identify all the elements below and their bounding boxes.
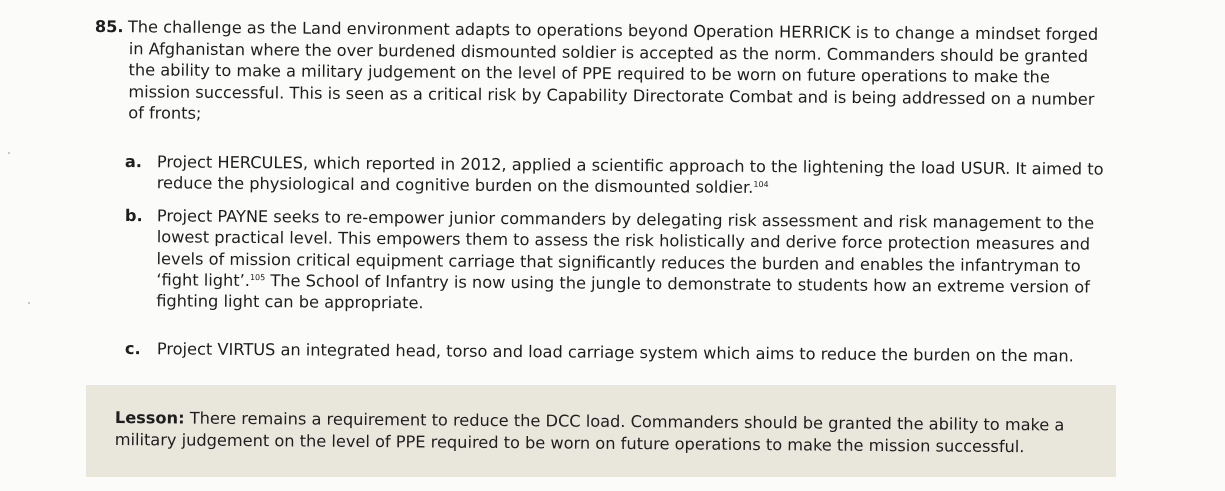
list-item-marker: b. (124, 205, 143, 226)
list-item-c (125, 338, 1115, 367)
list-item-text: Project VIRTUS an integrated head, torso and load carriage system which aims to reduce the burden on the man. (156, 339, 1074, 366)
lesson-text (115, 407, 1105, 459)
scan-speck (28, 302, 30, 304)
paragraph-85 (94, 16, 1115, 132)
scan-speck (8, 152, 10, 154)
list-item-b-text-after: The School of Infantry is now using the jungle to demonstrate to students how an extreme version of fighting light can be appropriate. (156, 270, 1090, 313)
list-item-text (124, 205, 1115, 319)
lesson-body: There remains a requirement to reduce the DCC load. Commanders should be granted the ability to make a military judgement on the level of PPE required to be worn on future operations to make the mission successful. (114, 408, 1065, 457)
footnote-ref-105: 105 (249, 272, 266, 282)
paragraph-number: 85. (94, 16, 124, 37)
list-item-text (125, 151, 1115, 201)
list-item-b-text-before: Project PAYNE seeks to re-empower junior commanders by delegating risk assessment and risk management to the lowest practical level. This empowers them to assess the risk holistically and derive force protection measures and levels of mission critical equipment carriage that significantly reduces the burden and enables the infantryman to ‘fight light’. (156, 206, 1095, 290)
footnote-ref-104: 104 (753, 180, 769, 190)
list-item-marker: a. (124, 151, 143, 172)
paragraph-text: The challenge as the Land environment adapts to operations beyond Operation HERRICK is to change a mindset forged in Afghanistan where the over burdened dismounted soldier is accepted as the norm. Commanders should be granted the ability to make a military judgement on the level of PPE required to be worn on future operations to make the mission successful. This is seen as a critical risk by Capability Directorate Combat and is being addressed on a number of fronts; (127, 17, 1099, 123)
list-item-a (125, 151, 1115, 201)
lesson-label: Lesson: (114, 407, 185, 428)
list-item-marker: c. (124, 338, 141, 359)
list-item-a-text: Project HERCULES, which reported in 2012, applied a scientific approach to the lightening the load USUR. It aimed to reduce the physiological and cognitive burden on the dismounted soldier. (156, 152, 1104, 198)
list-item-b (124, 205, 1115, 319)
